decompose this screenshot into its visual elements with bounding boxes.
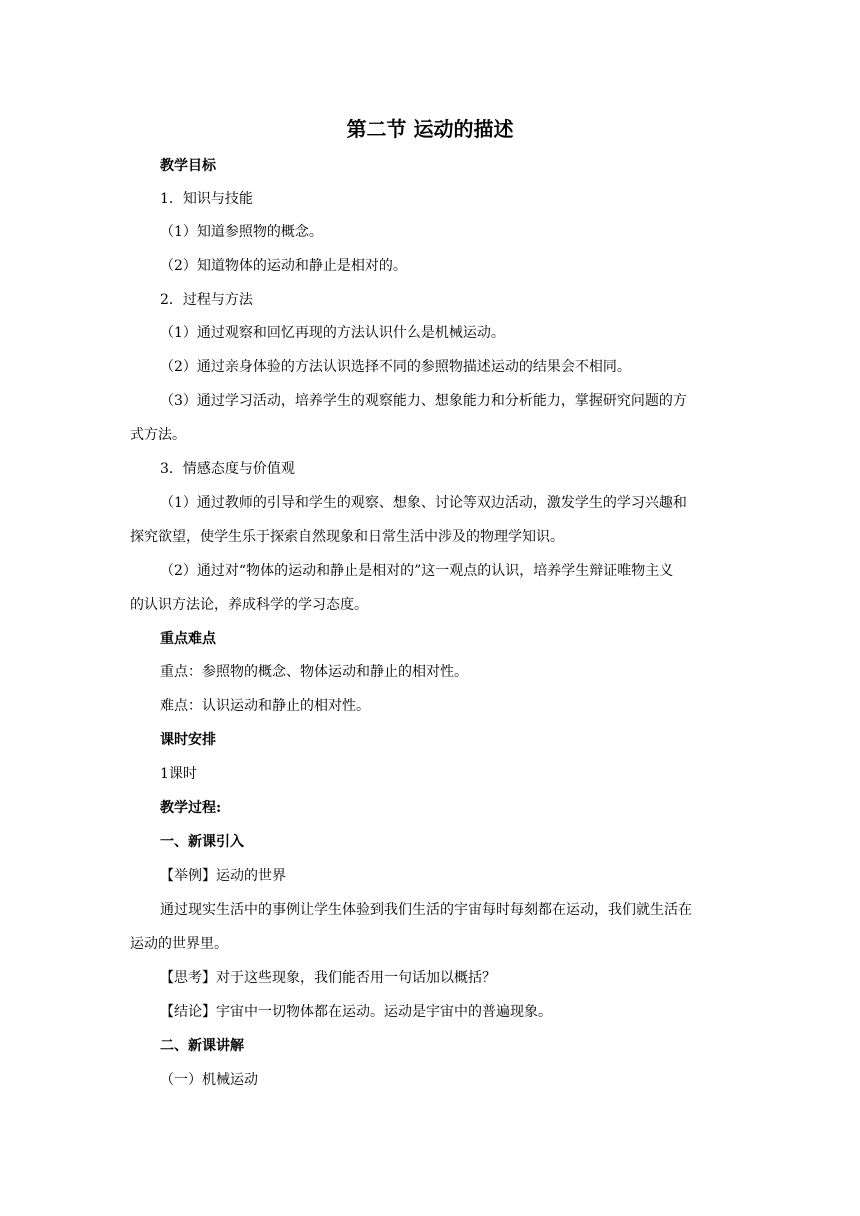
conclusion: 【结论】宇宙中一切物体都在运动。运动是宇宙中的普遍现象。 bbox=[160, 1004, 552, 1020]
example-label: 【举例】运动的世界 bbox=[160, 868, 286, 884]
heading-new-lesson-explain: 二、新课讲解 bbox=[160, 1038, 244, 1054]
heading-new-lesson-intro: 一、新课引入 bbox=[160, 834, 244, 850]
schedule-value: 1课时 bbox=[160, 766, 197, 782]
objective-3-2-line1: （2）通过对“物体的运动和静止是相对的”这一观点的认识，培养学生辩证唯物主义 bbox=[160, 563, 674, 579]
heading-schedule: 课时安排 bbox=[160, 732, 216, 748]
objective-2-3-line2: 式方法。 bbox=[130, 427, 186, 443]
key-point: 重点：参照物的概念、物体运动和静止的相对性。 bbox=[160, 664, 468, 680]
objective-1-1: （1）知道参照物的概念。 bbox=[160, 224, 323, 240]
subheading-mechanical-motion: （一）机械运动 bbox=[160, 1072, 258, 1088]
think-question: 【思考】对于这些现象，我们能否用一句话加以概括？ bbox=[160, 970, 496, 986]
heading-teaching-objectives: 教学目标 bbox=[160, 158, 216, 174]
page-title: 第二节 运动的描述 bbox=[346, 117, 514, 141]
objective-2-2: （2）通过亲身体验的方法认识选择不同的参照物描述运动的结果会不相同。 bbox=[160, 359, 631, 375]
objective-3-1-line1: （1）通过教师的引导和学生的观察、想象、讨论等双边活动，激发学生的学习兴趣和 bbox=[160, 495, 687, 511]
objective-section-2: 2．过程与方法 bbox=[160, 292, 253, 308]
objective-1-2: （2）知道物体的运动和静止是相对的。 bbox=[160, 258, 407, 274]
heading-teaching-process: 教学过程: bbox=[160, 800, 222, 816]
objective-section-1: 1．知识与技能 bbox=[160, 191, 253, 207]
objective-3-2-line2: 的认识方法论，养成科学的学习态度。 bbox=[130, 597, 368, 613]
intro-paragraph-line2: 运动的世界里。 bbox=[130, 936, 228, 952]
objective-3-1-line2: 探究欲望，使学生乐于探索自然现象和日常生活中涉及的物理学知识。 bbox=[130, 529, 564, 545]
intro-paragraph-line1: 通过现实生活中的事例让学生体验到我们生活的宇宙每时每刻都在运动，我们就生活在 bbox=[160, 902, 692, 918]
heading-key-difficulties: 重点难点 bbox=[160, 631, 216, 647]
objective-2-3-line1: （3）通过学习活动，培养学生的观察能力、想象能力和分析能力，掌握研究问题的方 bbox=[160, 393, 687, 409]
difficulty-point: 难点：认识运动和静止的相对性。 bbox=[160, 698, 370, 714]
objective-section-3: 3．情感态度与价值观 bbox=[160, 461, 295, 477]
objective-2-1: （1）通过观察和回忆再现的方法认识什么是机械运动。 bbox=[160, 325, 505, 341]
